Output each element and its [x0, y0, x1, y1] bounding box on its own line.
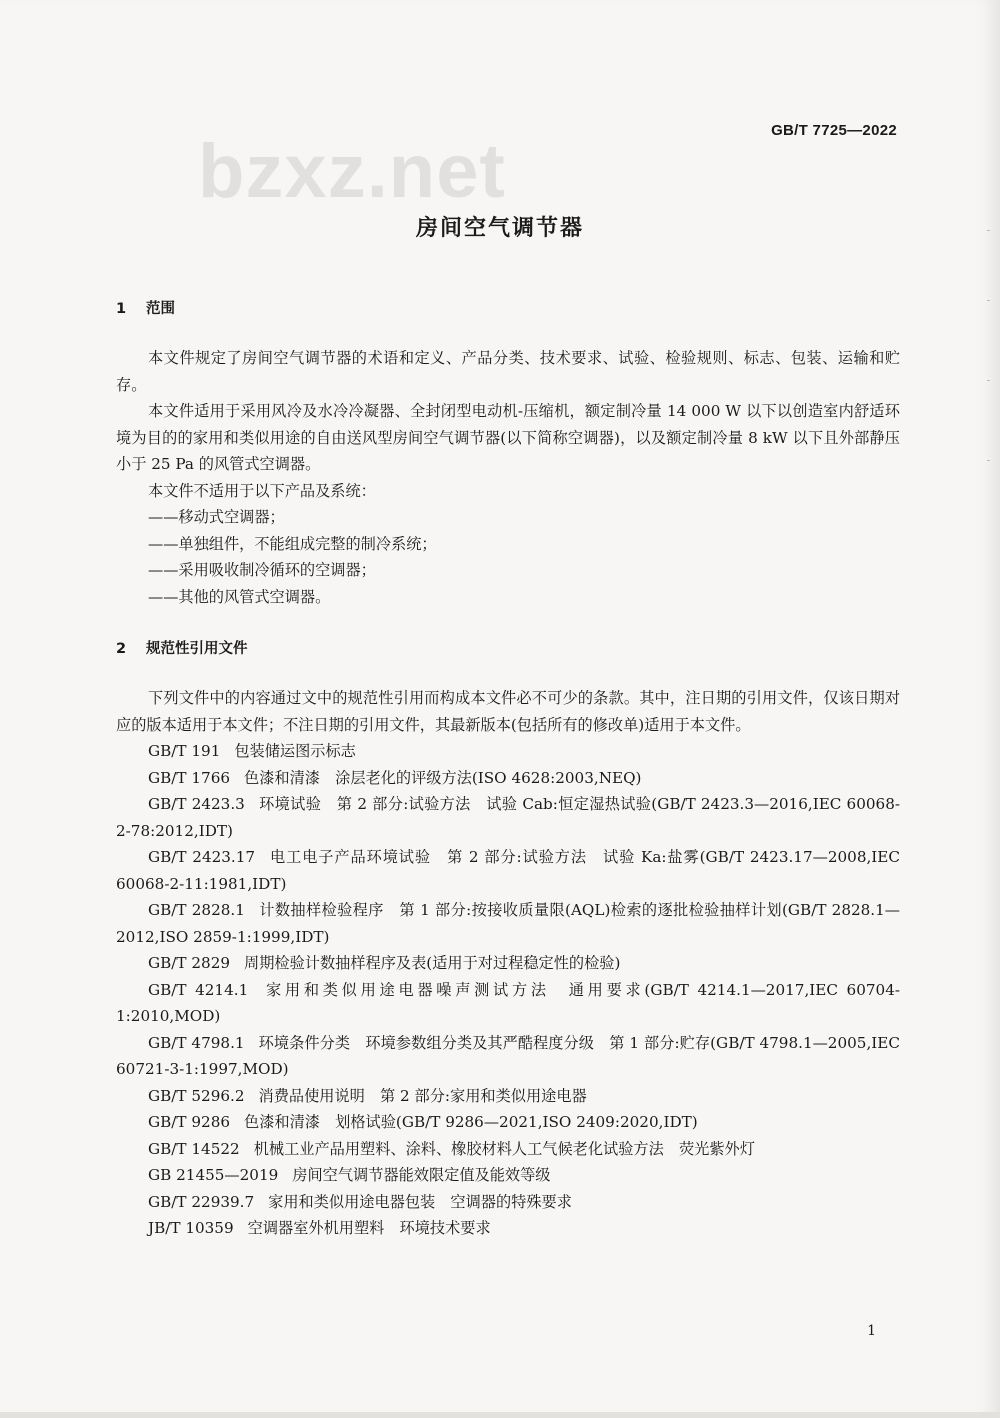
reference-item: [116, 844, 900, 897]
reference-code: GB/T 9286: [148, 1113, 231, 1131]
reference-code: GB 21455—2019: [148, 1166, 279, 1184]
reference-item: [116, 738, 900, 765]
reference-item: [116, 897, 900, 950]
reference-title: 家用和类似用途电器噪声测试方法 通用要求(GB/T 4214.1—2017,IEC 60704-1:2010,MOD): [116, 980, 900, 1025]
document-body: [116, 298, 900, 1242]
reference-code: GB/T 4798.1: [148, 1033, 245, 1052]
section-heading-normative-references: [116, 638, 900, 665]
standard-number: GB/T 7725—2022: [771, 122, 897, 139]
reference-code: GB/T 5296.2: [148, 1086, 245, 1105]
exclusion-item: ——其他的风管式空调器。: [148, 587, 331, 606]
reference-item: [116, 1083, 900, 1110]
reference-code: GB/T 1766: [148, 768, 231, 787]
reference-title: 包装储运图示标志: [234, 742, 356, 760]
section-heading-scope: [116, 298, 900, 325]
references-intro: 下列文件中的内容通过文中的规范性引用而构成本文件必不可少的条款。其中，注日期的引用文件，仅该日期对应的版本适用于本文件；不注日期的引用文件，其最新版本(包括所有的修改单)适用于本文件。: [116, 689, 900, 734]
reference-title: 房间空气调节器能效限定值及能效等级: [292, 1166, 551, 1184]
reference-item: [116, 1189, 900, 1216]
reference-item: [116, 1030, 900, 1083]
reference-item: [116, 791, 900, 844]
reference-item: [116, 977, 900, 1030]
reference-code: GB/T 2828.1: [148, 901, 245, 919]
reference-item: [116, 1162, 900, 1189]
reference-title: 环境试验 第 2 部分:试验方法 试验 Cab:恒定湿热试验(GB/T 2423.3—2016,IEC 60068-2-78:2012,IDT): [116, 795, 901, 840]
reference-title: 色漆和清漆 划格试验(GB/T 9286—2021,ISO 2409:2020,IDT): [244, 1113, 698, 1131]
scope-paragraph: 本文件适用于采用风冷及水冷冷凝器、全封闭型电动机-压缩机，额定制冷量 14 000 W 以下以创造室内舒适环境为目的的家用和类似用途的自由送风型房间空气调节器(以下简称空调器)，以及额定制冷量 8 kW 以下且外部静压小于 25 Pa 的风管式空调器。: [116, 402, 900, 473]
reference-title: 消费品使用说明 第 2 部分:家用和类似用途电器: [258, 1086, 587, 1105]
reference-item: [116, 950, 900, 977]
reference-title: 周期检验计数抽样程序及表(适用于对过程稳定性的检验): [244, 954, 621, 972]
reference-code: GB/T 4214.1: [148, 980, 249, 999]
reference-code: GB/T 22939.7: [148, 1192, 255, 1211]
reference-title: 色漆和清漆 涂层老化的评级方法(ISO 4628:2003,NEQ): [244, 768, 642, 787]
reference-code: GB/T 2423.17: [148, 848, 256, 866]
reference-code: GB/T 14522: [148, 1139, 240, 1158]
scope-paragraph: 本文件不适用于以下产品及系统：: [148, 481, 376, 500]
reference-title: 机械工业产品用塑料、涂料、橡胶材料人工气候老化试验方法 荧光紫外灯: [253, 1139, 755, 1158]
document-title: 房间空气调节器: [415, 216, 584, 241]
reference-code: JB/T 10359: [148, 1219, 234, 1237]
reference-title: 电工电子产品环境试验 第 2 部分:试验方法 试验 Ka:盐雾(GB/T 2423.17—2008,IEC 60068-2-11:1981,IDT): [116, 848, 901, 893]
reference-title: 环境条件分类 环境参数组分类及其严酷程度分级 第 1 部分:贮存(GB/T 4798.1—2005,IEC 60721-3-1:1997,MOD): [116, 1033, 900, 1078]
reference-item: [116, 1215, 900, 1242]
section-title: 范围: [146, 301, 175, 317]
scope-paragraph: 本文件规定了房间空气调节器的术语和定义、产品分类、技术要求、试验、检验规则、标志、包装、运输和贮存。: [116, 349, 900, 394]
reference-title: 计数抽样检验程序 第 1 部分:按接收质量限(AQL)检索的逐批检验抽样计划(GB/T 2828.1—2012,ISO 2859-1:1999,IDT): [116, 901, 900, 946]
section-number: 2: [116, 641, 127, 657]
section-number: 1: [116, 301, 127, 317]
scan-artifact: [984, 120, 990, 620]
reference-item: [116, 1136, 900, 1163]
reference-title: 空调器室外机用塑料 环境技术要求: [247, 1219, 491, 1237]
watermark: bzxz.net: [198, 129, 506, 214]
exclusion-item: ——采用吸收制冷循环的空调器；: [148, 561, 376, 579]
page-edge: [0, 1412, 1000, 1418]
reference-title: 家用和类似用途电器包装 空调器的特殊要求: [268, 1192, 572, 1211]
reference-item: [116, 1109, 900, 1136]
reference-code: GB/T 2829: [148, 954, 231, 972]
reference-code: GB/T 2423.3: [148, 795, 245, 813]
section-title: 规范性引用文件: [146, 641, 248, 657]
exclusion-item: ——移动式空调器；: [148, 508, 285, 526]
reference-item: [116, 765, 900, 792]
page-number: 1: [867, 1323, 876, 1339]
exclusion-item: ——单独组件，不能组成完整的制冷系统；: [148, 534, 437, 553]
reference-code: GB/T 191: [148, 742, 221, 760]
